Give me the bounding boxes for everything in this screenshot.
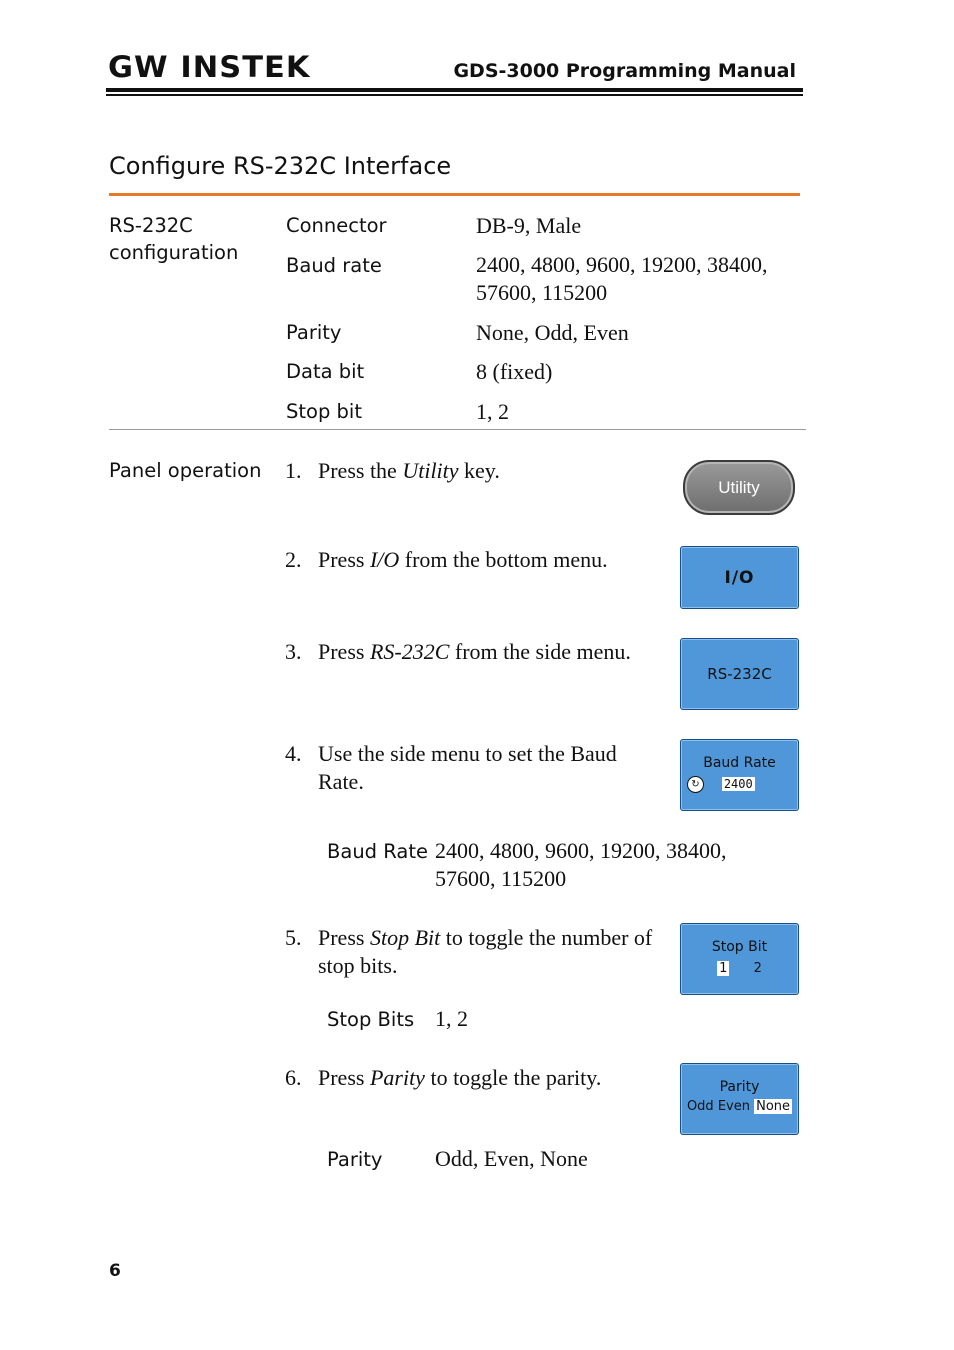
step-6-number: 6. (285, 1065, 302, 1090)
step-5-number: 5. (285, 925, 302, 950)
row-name-data-bit: Data bit (286, 360, 365, 383)
baud-rate-softkey-value-row (681, 776, 798, 793)
panel-operation-label: Panel operation (109, 459, 262, 482)
step-2-pre: Press (318, 547, 370, 572)
baud-rate-current-value: 2400 (723, 777, 753, 791)
sub-baud-rate-line2: 57600, 115200 (435, 866, 567, 891)
step-4-number: 4. (285, 741, 302, 766)
parity-option-odd: Odd (686, 1099, 714, 1114)
step-1-text (318, 457, 678, 485)
step-6-pre: Press (318, 1065, 370, 1090)
sub-baud-rate-line1: 2400, 4800, 9600, 19200, 38400, (435, 838, 727, 863)
step-2-post: from the bottom menu. (399, 547, 608, 572)
step-5-text (318, 924, 673, 980)
row-name-stop-bit: Stop bit (286, 400, 362, 423)
sub-stop-bits-value: 1, 2 (435, 1006, 468, 1031)
step-2-number: 2. (285, 547, 302, 572)
parity-softkey[interactable] (680, 1063, 799, 1135)
rs232c-softkey-label: RS-232C (707, 665, 772, 683)
baud-rate-softkey[interactable] (680, 739, 799, 811)
stop-bit-option-1: 1 (719, 961, 728, 976)
stop-bit-options (681, 961, 798, 976)
row-name-baud-rate: Baud rate (286, 254, 382, 277)
header-rule-thin (106, 94, 803, 96)
stop-bit-option-2: 2 (753, 961, 762, 976)
io-softkey-label: I/O (724, 567, 755, 588)
step-3-keyword: RS-232C (369, 639, 450, 664)
header-rule-thick (106, 88, 803, 92)
step-5-post: to toggle the number of stop bits. (318, 925, 653, 978)
baud-rate-values-line2: 57600, 115200 (476, 280, 608, 305)
step-5-keyword: Stop Bit (369, 925, 441, 950)
row-name-parity: Parity (286, 321, 342, 344)
step-1-keyword: Utility (402, 458, 459, 483)
section-title: Configure RS-232C Interface (109, 152, 452, 180)
utility-key-button[interactable] (683, 460, 795, 515)
step-1-post: key. (458, 458, 500, 483)
step-3-pre: Press (318, 639, 370, 664)
step-4-pre: Use the side menu to set the Baud Rate. (318, 741, 617, 794)
step-6-post: to toggle the parity. (424, 1065, 602, 1090)
sub-baud-rate-values (435, 837, 727, 893)
rs232c-softkey[interactable] (680, 638, 799, 710)
step-1-pre: Press the (318, 458, 403, 483)
stop-bit-softkey-title: Stop Bit (711, 939, 768, 955)
step-4-text (318, 740, 663, 796)
row-value-data-bit: 8 (fixed) (476, 359, 553, 384)
utility-key-label: Utility (718, 477, 760, 497)
io-softkey[interactable] (680, 546, 799, 609)
stop-bit-softkey[interactable] (680, 923, 799, 995)
manual-title: GDS-3000 Programming Manual (453, 60, 796, 82)
gw-instek-logo: GW INSTEK (108, 50, 311, 84)
step-6-keyword: Parity (369, 1065, 425, 1090)
step-3-post: from the side menu. (449, 639, 631, 664)
parity-option-even: Even (717, 1099, 750, 1114)
parity-softkey-title: Parity (719, 1079, 760, 1095)
parity-options (681, 1099, 798, 1114)
config-label-line1: RS-232C (109, 214, 193, 237)
config-label-line2: configuration (109, 241, 239, 264)
variable-knob-icon: ↻ (687, 776, 704, 793)
step-1-number: 1. (285, 458, 302, 483)
step-5-pre: Press (318, 925, 370, 950)
sub-parity-value: Odd, Even, None (435, 1146, 588, 1171)
sub-baud-rate-label: Baud Rate (327, 840, 428, 863)
sub-parity-label: Parity (327, 1148, 383, 1171)
step-2-keyword: I/O (369, 547, 400, 572)
table-divider (109, 429, 806, 430)
baud-rate-values-line1: 2400, 4800, 9600, 19200, 38400, (476, 252, 768, 277)
row-value-parity: None, Odd, Even (476, 320, 629, 345)
section-rule (109, 193, 800, 196)
row-value-connector: DB-9, Male (476, 213, 582, 238)
sub-stop-bits-label: Stop Bits (327, 1008, 415, 1031)
step-3-number: 3. (285, 639, 302, 664)
step-2-text (318, 546, 678, 574)
step-6-text (318, 1064, 678, 1092)
step-3-text (318, 638, 678, 666)
row-value-baud-rate (476, 251, 768, 307)
parity-option-none: None (756, 1099, 791, 1114)
config-label (109, 212, 238, 266)
row-value-stop-bit: 1, 2 (476, 399, 509, 424)
baud-rate-softkey-title: Baud Rate (703, 755, 776, 771)
row-name-connector: Connector (286, 214, 387, 237)
page-number: 6 (109, 1261, 121, 1281)
